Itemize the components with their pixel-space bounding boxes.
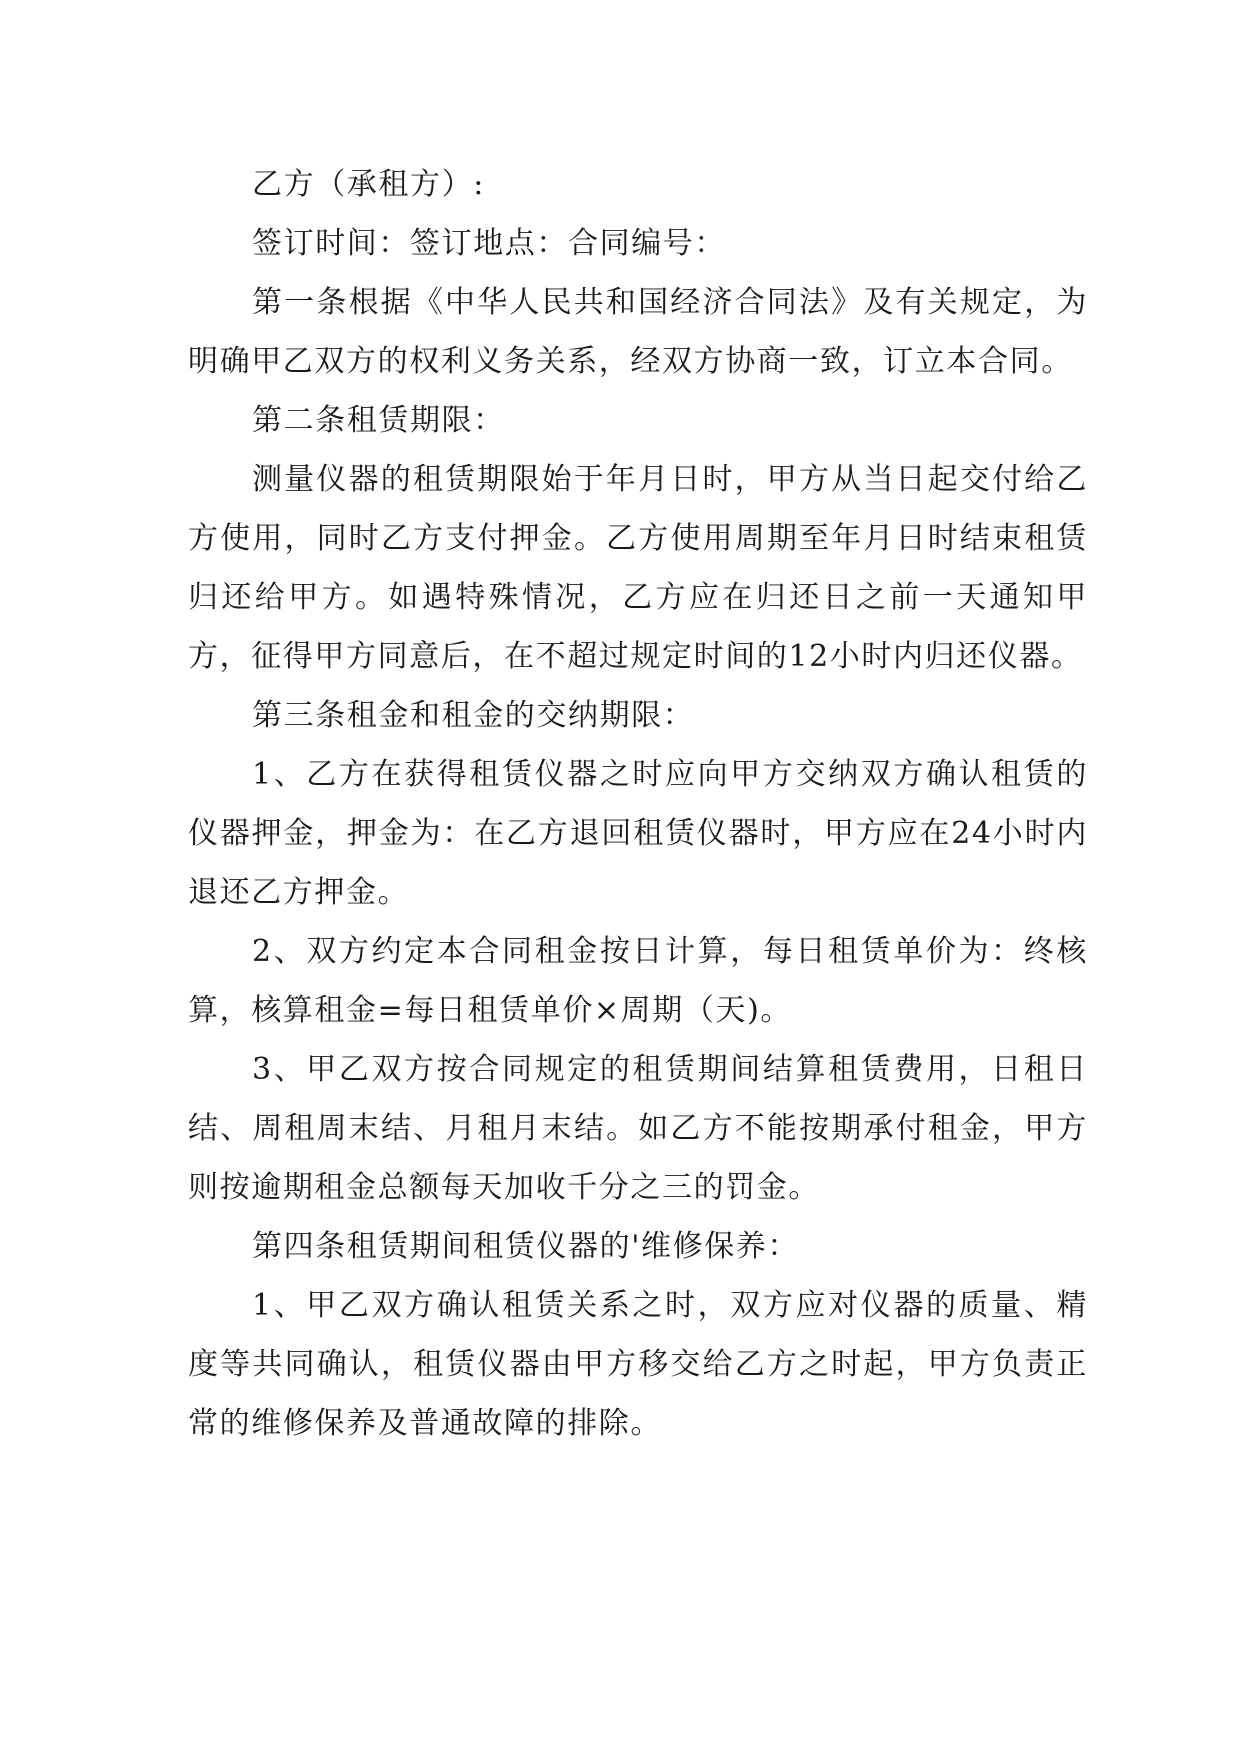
article-3-clause-1: 1、乙方在获得租赁仪器之时应向甲方交纳双方确认租赁的仪器押金，押金为：在乙方退回租赁仪器时，甲方应在24小时内退还乙方押金。 — [188, 757, 1088, 910]
article-1: 第一条根据《中华人民共和国经济合同法》及有关规定，为明确甲乙双方的权利义务关系，经双方协商一致，订立本合同。 — [188, 285, 1088, 379]
article-3-clause-3: 3、甲乙双方按合同规定的租赁期间结算租赁费用，日租日结、周租周末结、月租月末结。如乙方不能按期承付租金，甲方则按逾期租金总额每天加收千分之三的罚金。 — [188, 1052, 1088, 1205]
article-2-body: 测量仪器的租赁期限始于年月日时，甲方从当日起交付给乙方使用，同时乙方支付押金。乙方使用周期至年月日时结束租赁归还给甲方。如遇特殊情况，乙方应在归还日之前一天通知甲方，征得甲方同意后，在不超过规定时间的12小时内归还仪器。 — [188, 462, 1088, 674]
party-b-line: 乙方（承租方）: — [252, 167, 485, 202]
article-3-clause-2: 2、双方约定本合同租金按日计算，每日租赁单价为：终核算，核算租金=每日租赁单价×周期（天)。 — [188, 934, 1088, 1028]
article-4-heading: 第四条租赁期间租赁仪器的'维修保养： — [252, 1229, 800, 1264]
article-4-clause-1: 1、甲乙双方确认租赁关系之时，双方应对仪器的质量、精度等共同确认，租赁仪器由甲方移交给乙方之时起，甲方负责正常的维修保养及普通故障的排除。 — [188, 1288, 1088, 1441]
document-body — [188, 155, 1088, 1453]
article-3-heading: 第三条租金和租金的交纳期限： — [252, 698, 695, 733]
article-2-heading: 第二条租赁期限： — [252, 403, 505, 438]
signing-info-line: 签订时间：签订地点：合同编号： — [252, 226, 726, 261]
